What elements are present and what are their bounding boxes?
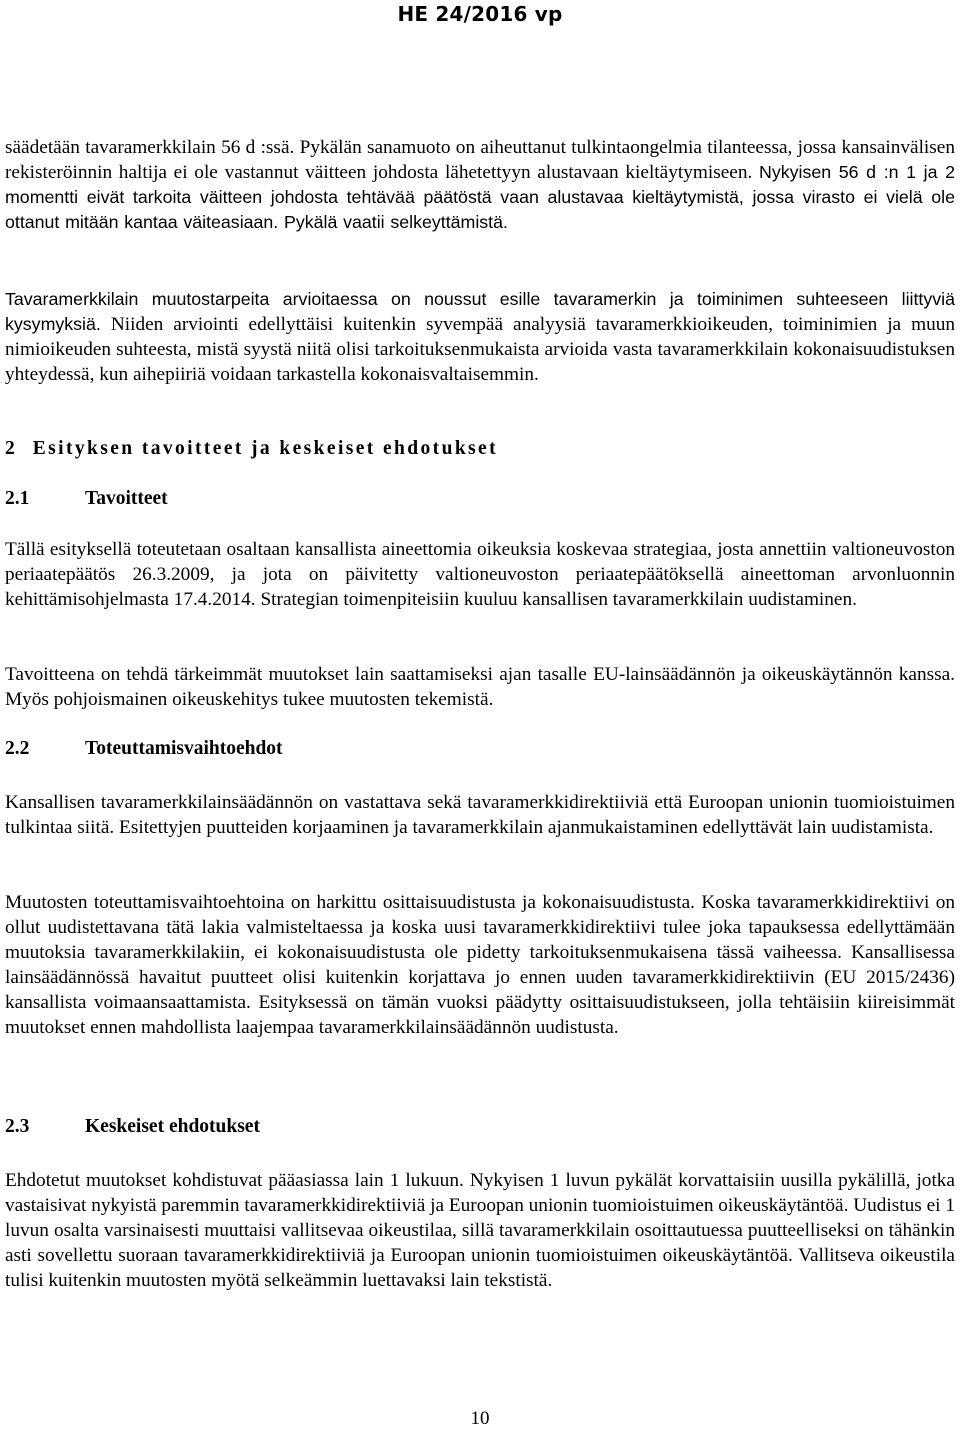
paragraph-2-sans: Tavaramerkkilain muutostarpeita arvioitaessa on noussut esille tavaramerkin ja toiminimen suhteeseen liittyviä kysymyksiä.: [5, 289, 955, 334]
paragraph-3: Tällä esityksellä toteutetaan osaltaan kansallista aineettomia oikeuksia koskevaa strategiaa, josta annettiin valtioneuvoston periaatepäätös 26.3.2009, ja jota on päivitetty valtioneuvoston periaatepäätöksellä aineettoman arvonluonnin kehittämisohjelmasta 17.4.2014. Strategian toimenpiteisiin kuuluu kansallisen tavaramerkkilain uudistaminen.: [5, 539, 955, 610]
section-2-title: Esityksen tavoitteet ja keskeiset ehdotukset: [32, 438, 498, 459]
paragraph-2-serif: Niiden arviointi edellyttäisi kuitenkin syvempää analyysiä tavaramerkkioikeuden, toiminimien ja muun nimioikeuden suhteesta, mistä syystä niitä olisi tarkoituksenmukaista arvioida vasta tavaramerkkilain kokonaisuudistuksen yhteydessä, kun aihepiiriä voidaan tarkastella kokonaisvaltaisemmin.: [5, 314, 956, 385]
section-2-2-number: 2.2: [5, 738, 30, 759]
paragraph-6: Muutosten toteuttamisvaihtoehtoina on harkittu osittaisuudistusta ja kokonaisuudistusta. Koska tavaramerkkidirektiivi on ollut uudistettavana tätä lakia valmisteltaessa ja koska uusi tavaramerkkidirektiivi tulee joka tapauksessa edellyttämään muutoksia tavaramerkkilakiin, ei kokonaisuudistusta ole pidetty tarkoituksenmukaisena tässä vaiheessa. Kansallisessa lainsäädännössä havaitut puutteet olisi kuitenkin korjattava jo ennen uuden tavaramerkkidirektiivin (EU 2015/2436) kansallista voimaansaattamista. Esityksessä on tämän vuoksi päädytty osittaisuudistukseen, jolla tehtäisiin kiireisimmät muutokset ennen mahdollista laajempaa tavaramerkkilainsäädännön uudistusta.: [5, 892, 955, 1038]
section-2-1-heading: [5, 488, 168, 510]
paragraph-4: Tavoitteena on tehdä tärkeimmät muutokset lain saattamiseksi ajan tasalle EU-lainsäädännön ja oikeuskäytännön kanssa. Myös pohjoismainen oikeuskehitys tukee muutosten tekemistä.: [5, 664, 955, 710]
paragraph-5: Kansallisen tavaramerkkilainsäädännön on vastattava sekä tavaramerkkidirektiiviä että Euroopan unionin tuomioistuimen tulkintaa siitä. Esitettyjen puutteiden korjaaminen ja tavaramerkkilain ajanmukaistaminen edellyttävät lain uudistamista.: [5, 792, 955, 838]
section-2-3-title: Keskeiset ehdotukset: [85, 1116, 260, 1137]
section-2-3-heading: [5, 1116, 260, 1138]
section-2-1-title: Tavoitteet: [85, 488, 168, 509]
paragraph-1: [5, 135, 955, 235]
paragraph-1-sans: Nykyisen 56 d :n 1 ja 2 momentti eivät tarkoita väitteen johdosta tehtävää päätöstä vaan alustavaa kieltäytymistä, jossa virasto ei vielä ole ottanut mitään kantaa väiteasiaan. Pykälä vaatii selkeyttämistä.: [5, 162, 956, 232]
paragraph-1-serif: säädetään tavaramerkkilain 56 d :ssä. Pykälän sanamuoto on aiheuttanut tulkintaongelmia tilanteessa, jossa kansainvälisen rekisteröinnin haltija ei ole vastannut väitteen johdosta lähetettyyn alustavaan kieltäytymiseen.: [5, 137, 955, 183]
section-2-3-number: 2.3: [5, 1116, 30, 1137]
section-2-1-number: 2.1: [5, 488, 30, 509]
section-2-2-title: Toteuttamisvaihtoehdot: [85, 738, 283, 759]
paragraph-2: [5, 287, 955, 387]
document-header: HE 24/2016 vp: [397, 2, 563, 26]
page-number: 10: [470, 1408, 490, 1429]
section-2-2-heading: [5, 738, 283, 760]
section-2-heading: [5, 438, 498, 460]
section-2-number: 2: [5, 438, 15, 459]
paragraph-7: Ehdotetut muutokset kohdistuvat pääasiassa lain 1 lukuun. Nykyisen 1 luvun pykälät korvattaisiin uusilla pykälillä, jotka vastaisivat nykyistä paremmin tavaramerkkidirektiiviä ja Euroopan unionin tuomioistuimen oikeuskäytäntöä. Uudistus ei 1 luvun osalta varsinaisesti muuttaisi vallitsevaa oikeustilaa, sillä tavaramerkkilain osoittautuessa puutteelliseksi on tähänkin asti sovellettu suoraan tavaramerkkidirektiiviä ja Euroopan unionin tuomioistuimen oikeuskäytäntöä. Vallitseva oikeustila tulisi kuitenkin muutosten myötä selkeämmin luettavaksi lain tekstistä.: [5, 1170, 955, 1291]
